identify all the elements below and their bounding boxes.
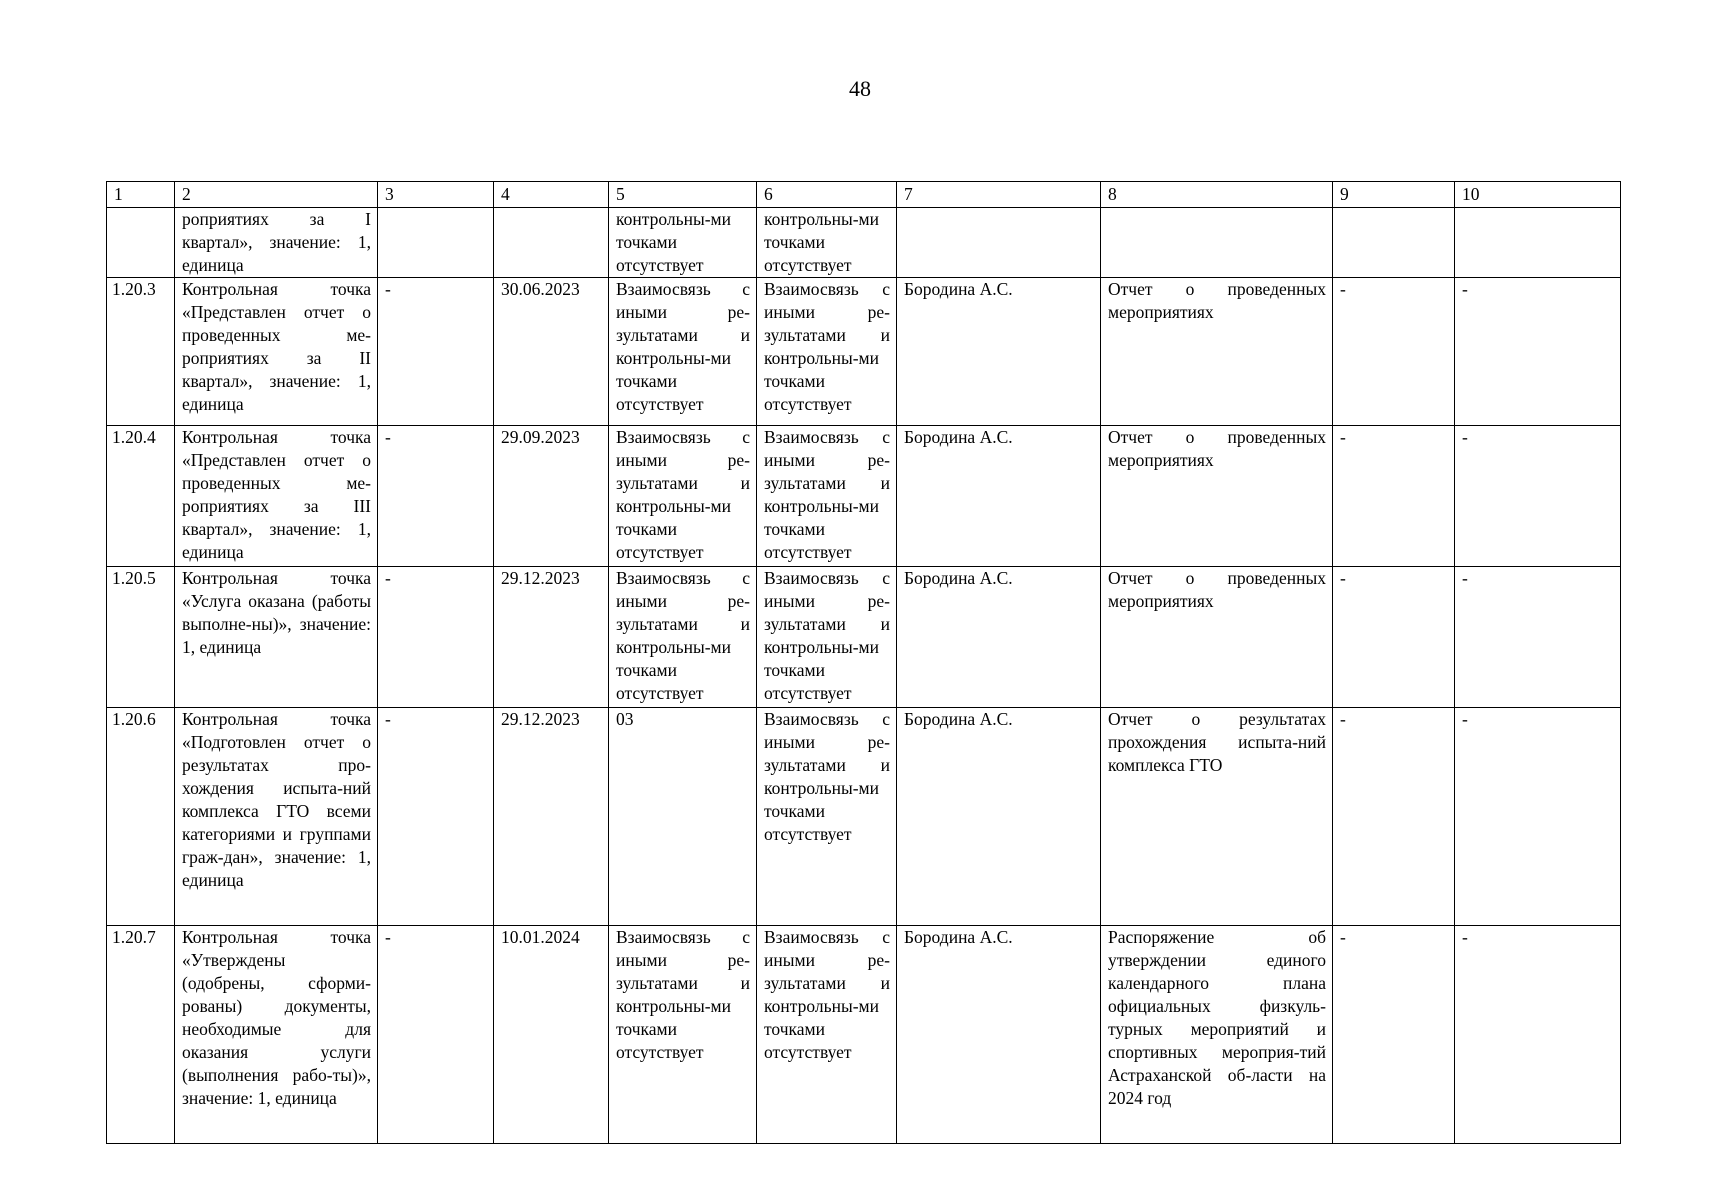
column-3-cell: - — [378, 426, 494, 567]
control-point-name-cell: Контрольная точка «Представлен отчет о проведенных ме-роприятиях за II квартал», значение: 1, единица — [175, 278, 378, 426]
column-9-cell: - — [1333, 708, 1455, 926]
document-cell: Отчет о проведенных мероприятиях — [1101, 278, 1333, 426]
column-header: 6 — [757, 182, 897, 208]
document-cell: Отчет о проведенных мероприятиях — [1101, 426, 1333, 567]
column-10-cell: - — [1455, 567, 1621, 708]
column-10-cell: - — [1455, 708, 1621, 926]
column-header: 5 — [609, 182, 757, 208]
responsible-cell: Бородина А.С. — [897, 567, 1101, 708]
control-points-table — [106, 181, 1621, 1144]
document-cell — [1101, 208, 1333, 278]
control-point-name-cell: Контрольная точка «Подготовлен отчет о результатах про-хождения испыта-ний комплекса ГТО всеми категориями и группами граж-дан», значение: 1, единица — [175, 708, 378, 926]
date-cell: 29.12.2023 — [494, 708, 609, 926]
column-9-cell: - — [1333, 567, 1455, 708]
table-row — [107, 708, 1621, 926]
column-3-cell: - — [378, 926, 494, 1144]
column-9-cell: - — [1333, 278, 1455, 426]
column-10-cell: - — [1455, 926, 1621, 1144]
column-3-cell — [378, 208, 494, 278]
relation-cell: Взаимосвязь с иными ре-зультатами и контрольны-ми точками отсутствует — [609, 567, 757, 708]
responsible-cell: Бородина А.С. — [897, 426, 1101, 567]
table-row — [107, 926, 1621, 1144]
column-3-cell: - — [378, 567, 494, 708]
relation-cell: Взаимосвязь с иными ре-зультатами и контрольны-ми точками отсутствует — [609, 278, 757, 426]
row-number-cell — [107, 208, 175, 278]
column-9-cell: - — [1333, 926, 1455, 1144]
relation-cell: контрольны-ми точками отсутствует — [757, 208, 897, 278]
row-number-cell: 1.20.6 — [107, 708, 175, 926]
control-point-name-cell: Контрольная точка «Утверждены (одобрены, сформи-рованы) документы, необходимые для оказания услуги (выполнения рабо-ты)», значение: 1, единица — [175, 926, 378, 1144]
column-header: 4 — [494, 182, 609, 208]
control-point-name-cell: роприятиях за I квартал», значение: 1, единица — [175, 208, 378, 278]
date-cell — [494, 208, 609, 278]
responsible-cell: Бородина А.С. — [897, 278, 1101, 426]
column-header: 9 — [1333, 182, 1455, 208]
table-row — [107, 278, 1621, 426]
column-9-cell: - — [1333, 426, 1455, 567]
row-number-cell: 1.20.3 — [107, 278, 175, 426]
date-cell: 30.06.2023 — [494, 278, 609, 426]
relation-cell: Взаимосвязь с иными ре-зультатами и контрольны-ми точками отсутствует — [757, 278, 897, 426]
column-number-row — [107, 182, 1621, 208]
column-header: 1 — [107, 182, 175, 208]
column-9-cell — [1333, 208, 1455, 278]
column-header: 10 — [1455, 182, 1621, 208]
responsible-cell: Бородина А.С. — [897, 708, 1101, 926]
responsible-cell — [897, 208, 1101, 278]
row-number-cell: 1.20.7 — [107, 926, 175, 1144]
relation-cell: Взаимосвязь с иными ре-зультатами и контрольны-ми точками отсутствует — [757, 426, 897, 567]
column-10-cell: - — [1455, 426, 1621, 567]
table-row — [107, 426, 1621, 567]
page-number: 48 — [849, 76, 871, 101]
relation-cell: Взаимосвязь с иными ре-зультатами и контрольны-ми точками отсутствует — [609, 426, 757, 567]
column-header: 7 — [897, 182, 1101, 208]
document-cell: Отчет о проведенных мероприятиях — [1101, 567, 1333, 708]
relation-cell: Взаимосвязь с иными ре-зультатами и контрольны-ми точками отсутствует — [609, 926, 757, 1144]
row-number-cell: 1.20.4 — [107, 426, 175, 567]
relation-cell: Взаимосвязь с иными ре-зультатами и контрольны-ми точками отсутствует — [757, 567, 897, 708]
relation-cell: Взаимосвязь с иными ре-зультатами и контрольны-ми точками отсутствует — [757, 926, 897, 1144]
relation-cell: Взаимосвязь с иными ре-зультатами и контрольны-ми точками отсутствует — [757, 708, 897, 926]
column-10-cell — [1455, 208, 1621, 278]
document-cell: Отчет о результатах прохождения испыта-ний комплекса ГТО — [1101, 708, 1333, 926]
responsible-cell: Бородина А.С. — [897, 926, 1101, 1144]
row-number-cell: 1.20.5 — [107, 567, 175, 708]
table-row — [107, 208, 1621, 278]
table-row — [107, 567, 1621, 708]
date-cell: 29.09.2023 — [494, 426, 609, 567]
relation-cell: 03 — [609, 708, 757, 926]
column-10-cell: - — [1455, 278, 1621, 426]
date-cell: 10.01.2024 — [494, 926, 609, 1144]
column-3-cell: - — [378, 708, 494, 926]
control-point-name-cell: Контрольная точка «Услуга оказана (работы выполне-ны)», значение: 1, единица — [175, 567, 378, 708]
column-3-cell: - — [378, 278, 494, 426]
document-cell: Распоряжение об утверждении единого календарного плана официальных физкуль-турных мероприятий и спортивных мероприя-тий Астраханской об-ласти на 2024 год — [1101, 926, 1333, 1144]
relation-cell: контрольны-ми точками отсутствует — [609, 208, 757, 278]
column-header: 8 — [1101, 182, 1333, 208]
date-cell: 29.12.2023 — [494, 567, 609, 708]
column-header: 2 — [175, 182, 378, 208]
column-header: 3 — [378, 182, 494, 208]
control-point-name-cell: Контрольная точка «Представлен отчет о проведенных ме-роприятиях за III квартал», значение: 1, единица — [175, 426, 378, 567]
